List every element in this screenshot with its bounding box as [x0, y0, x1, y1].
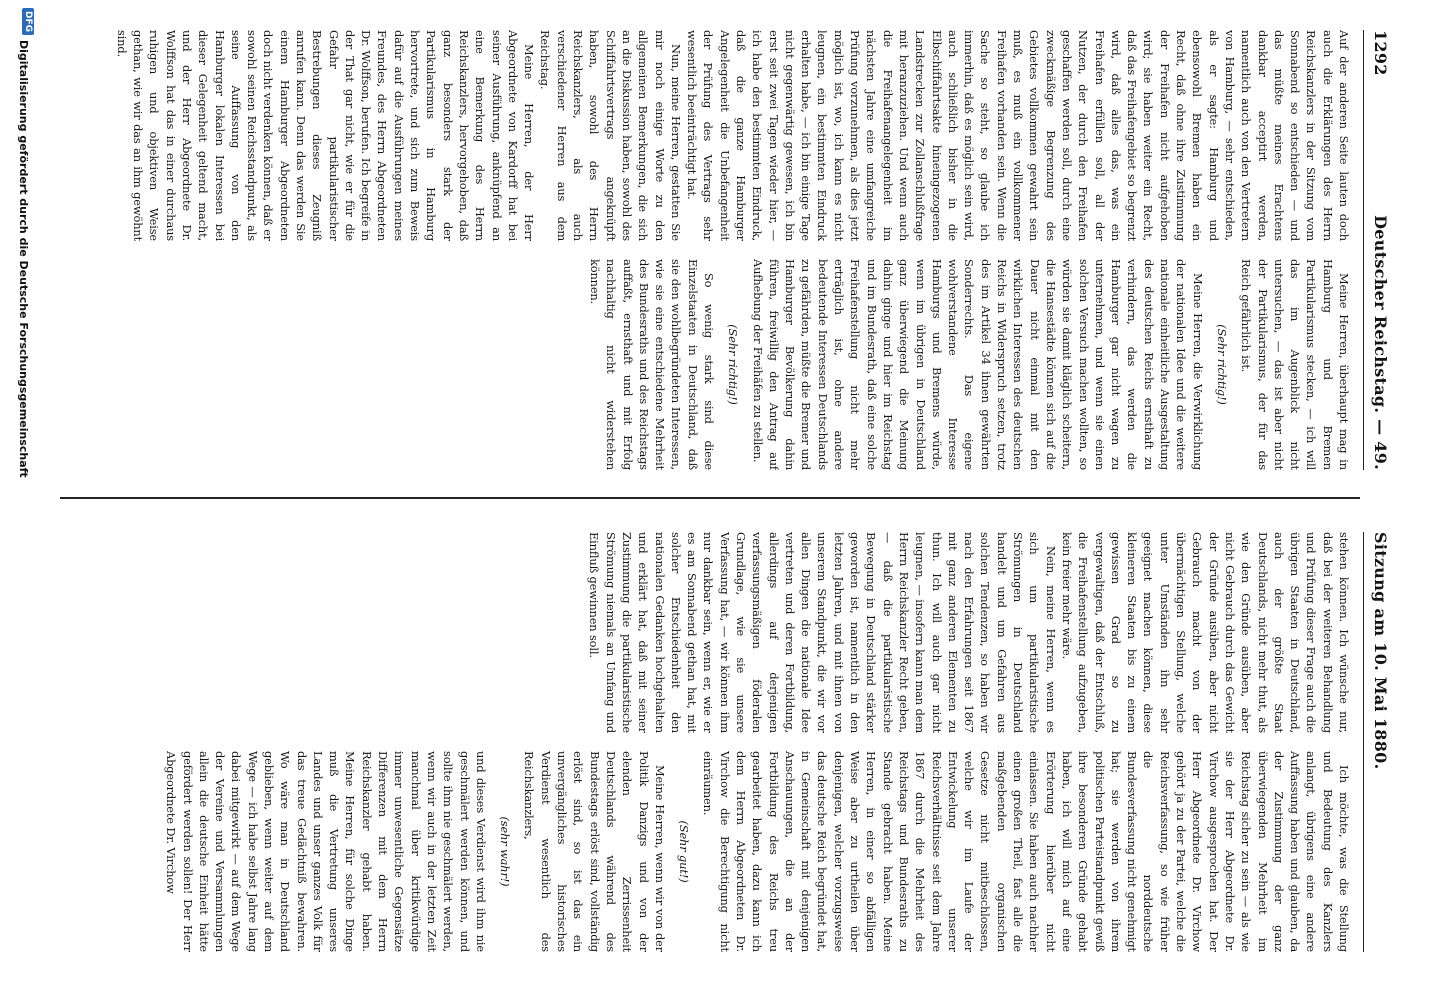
paragraph: stehen können. Ich wünsche nur, daß bei der weiteren Behandlung und Prüfung dieser Frage auch die übrigen Staaten in Deutschland, auch der größte Staat Deutschlands, nicht mehr thut, als wie den Gründe ausüben, aber nicht Gebrauch durch das Gewicht der Gründe ausüben, aber nicht Gebrauch macht von der übermächtigen Stellung, welche unter Umständen ihn sehr geeignet machen können, diese kleineren Staaten bis zu einem gewissen Grad so zu vergewaltigen, daß der Entschluß, die Freihafenstellung aufzugeben, kein freier mehr wäre.	[1059, 532, 1351, 733]
left-columns	[20, 30, 1352, 470]
left-running-title: Deutscher Reichstag. — 49.	[1371, 215, 1390, 470]
right-column-2	[20, 751, 1352, 952]
right-page	[0, 512, 1432, 982]
page-number: 1292	[1371, 30, 1390, 76]
paragraph: Meine Herren, wenn wir von der Politik Danzigs und von der elenden Zerrissenheit Deutschlands während des Bundestags erlöst sind, vollständig erlöst sind, so ist das ein unvergängliches historisches Verdienst wesentlich des Reichskanzlers,	[522, 751, 667, 952]
left-column-1	[20, 30, 1352, 241]
right-running-title: Sitzung am 10. Mai 1880.	[1371, 532, 1390, 770]
left-column-2	[20, 259, 1352, 470]
right-column-1	[20, 532, 1352, 733]
digitization-credit: Digitalisierung gefördert durch die Deutsche Forschungsgemeinschaft	[17, 40, 30, 478]
interjection: (sehr wahr!)	[498, 816, 513, 887]
interjection: (Sehr richtig!)	[726, 324, 741, 405]
center-divider	[60, 497, 1360, 499]
dfg-logo-badge: DFG	[22, 8, 34, 35]
interjection: (Sehr gut!)	[677, 820, 692, 883]
right-running-head	[1368, 532, 1390, 952]
left-header-rule	[1363, 30, 1364, 470]
paragraph: Ich möchte, was die Stellung und Bedeutung des Kanzlers anlangt, übrigens eine andere Auffassung haben und glauben, da der Zustimmung der ganz überwiegenden Mehrheit im Reichstag sicher zu sein — als wie sie der Herr Abgeordnete Dr. Virchow ausgesprochen hat. Der Herr Abgeordnete Dr. Virchow gehört ja zu der Partei, welche die Reichsverfassung, so wie früher die norddeutsche Bundesverfassung nicht genehmigt hat; sie werden von ihrem politischen Parteistandpunkt gewiß ihre besonderen Gründe gehabt haben, ich will mich auf eine Erörterung hierüber nicht einlassen. Sie haben auch nachher einen großen Theil, fast alle die maßgebenden organischen Gesetze nicht mitbeschlossen, welche wir im Laufe der Entwickelung unserer Reichsverhältnisse seit dem Jahre 1867 durch die Mehrheit des Reichstags und Bundesraths zu Stande gebracht haben. Meine Herren, in einer so abfälligen Weise aber zu urtheilen über denjenigen, welcher vorzugsweise das deutsche Reich begründet hat, in Gemeinschaft mit denjenigen Anschauungen, die an der Fortbildung des Reichs treu gearbeitet haben, dazu kann ich dem Herrn Abgeordneten Dr. Virchow die Berechtigung nicht einräumen.	[701, 751, 1351, 952]
paragraph: Meine Herren, die Verwirklichung der nationalen Idee und die weitere nationale einheitliche Ausgestaltung des deutschen Reichs ernsthaft zu verhindern, das werden die Hamburger gar nicht wagen zu unternehmen, und wenn sie einen solchen Versuch machen wollten, so würden sie damit kläglich scheitern, die Hansestädte können sich auf die Dauer nicht einmal mit den wirklichen Interessen des deutschen Reichs in Widerspruch setzen, trotz des im Artikel 34 ihnen gewährten Sonderrechts. Das eigene wohlverstandene Interesse Hamburgs und Bremens würde, wenn im übrigen in Deutschland ganz überwiegend die Meinung dahin ginge und hier im Reichstag und im Bundesrath, daß eine solche Freihafenstellung nicht mehr erträglich ist, ohne andere bedeutende Interessen Deutschlands zu gefährden, müßte die Bremer und Hamburger Bevölkerung dahin führen, freiwillig den Antrag auf Aufhebung der Freihäfen zu stellen.	[750, 259, 1205, 470]
paragraph: Nein, meine Herren, wenn es sich um partikularistische Strömungen in Deutschland handelt und um Gefahren aus solchen Tendenzen, so haben wir nach den Erfahrungen seit 1867 mit ganz anderen Elementen zu thun. Ich will auch gar nicht leugnen, — insofern kann man dem Herrn Reichskanzler Recht geben, — daß die partikularistische Bewegung in Deutschland stärker geworden ist, namentlich in den letzten Jahren, und mit ihnen von unserem Standpunkt, die wir vor allen Dingen die nationale Idee vertreten und deren Fortbildung, allerdings auf derjenigen verfassungsmäßigen föderalen Grundlage, wie sie unsere Verfassung hat, — wir können ihm nur dankbar sein, wenn er, wie er es am Sonnabend gethan hat, mit solcher Entschiedenheit den nationalen Gedanken hochgehalten und erklärt hat, daß mit seiner Zustimmung die partikularistische Strömung niemals an Umfang und Einfluß gewinnen soll.	[587, 532, 1058, 733]
paragraph: Nun, meine Herren, gestatten Sie mir noch einige Worte zu den allgemeinen Bemerkungen, die sich an die Diskussion haben, sowohl des Schiffahrtsvertrags angeknüpft haben, sowohl des Herrn Reichskanzlers, als auch verschiedener Herren aus dem Reichstag.	[538, 30, 683, 241]
paragraph: Meine Herren, überhaupt mag in Hamburg und Bremen Partikularismus stecken, — ich will das im Augenblick nicht untersuchen, — das ist aber nicht der Partikularismus, der für das Reich gefährlich ist.	[1239, 259, 1351, 470]
interjection: (Sehr richtig!)	[1214, 324, 1229, 405]
paragraph: Meine Herren, der Herr Abgeordnete von Kardorff hat bei seiner Ausführung, anknüpfend an eine Bemerkung des Herrn Reichskanzlers, hervorgehoben, daß ganz besonders stark der Partikularismus in Hamburg hervortrete, und sich zum Beweis dafür auf die Ausführungen meines Freundes, des Herrn Abgeordneten Dr. Wolffson, berufen. Ich begreife in der That gar nicht, wie er für die Gefahr partikularistischer Bestrebungen dieses Zeugniß anrufen kann. Denn das werden Sie einem Hamburger Abgeordneten doch nicht verdenken können, daß er sowohl seinen Reichsstandpunkt, als seine Auffassung von den Hamburger lokalen Interessen bei dieser Gelegenheit geltend macht, und der Herr Abgeordnete Dr. Wolffson hat das in einer durchaus ruhigen und objektiven Weise gethan, wie wir das an ihm gewöhnt sind.	[114, 30, 537, 241]
left-page	[0, 0, 1432, 490]
left-running-head	[1368, 30, 1390, 470]
paragraph: und dieses Verdienst wird ihm nie geschmälert werden können, und sollte ihm nie geschmälert werden, wenn wir auch in der letzten Zeit manchmal über kritikwürdige immer unwesentliche Gegensätze Differenzen mit dem Herrn Reichskanzler gehabt haben. Meine Herren, für solche Dinge muß die Vertretung unseres Landes und unser ganzes Volk für das treue Gedächtniß bewahren. Wo wäre man in Deutschland geblieben, wenn weiter auf dem Wege — ich habe selbst Jahre lang dabei mitgewirkt — auf dem Wege der Vereine und Versammlungen allein die deutsche Einheit hätte gefördert werden sollen! Der Herr Abgeordnete Dr. Virchow	[164, 751, 488, 952]
paragraph: So wenig stark sind diese Einzelstaaten in Deutschland, daß sie den wohlbegründeten Interessen, wie sie eine entschiedene Mehrheit des Bundesraths und des Reichstags auffaßt, ernsthaft und mit Erfolg nachhaltig nicht widerstehen können.	[587, 259, 717, 470]
paragraph: Auf der anderen Seite lauten doch auch die Erklärungen des Herrn Reichskanzlers in der Sitzung vom Sonnabend so entschieden — und das müßte meines Erachtens dankbar acceptirt werden, namentlich auch von den Vertretern von Hamburg, — sehr entschieden, als er sagte: Hamburg und ebensowohl Bremen haben ein Recht, daß ohne ihre Zustimmung der Freihafen nicht aufgehoben wird; sie haben weiter ein Recht, daß das Freihafengebiet so begrenzt wird, daß alles das, was ein Freihafen erfüllen soll, all der Nutzen, der durch den Freihafen geschaffen werden soll, durch eine zweckmäßige Begrenzung des Gebietes vollkommen gewahrt sein muß, es muß ein vollkommener Freihafen vorhanden sein. Wenn die Sache so steht, so glaube ich immerhin, daß es möglich sein wird, auch schließlich bisher in die Elbschiffahrtsakte hineingezogenen Landstrecken zur Zollanschlußfrage mit heranzuziehen. Und wenn auch die Freihafenangelegenheit im nächsten Jahre eine umfangreiche Prüfung vorzunehmen, als dies jetzt möglich ist, wo, ich kann es nicht leugnen, ein bestimmten Eindruck erhalten habe, — ich bin einige Tage nicht gegenwärtig gewesen, ich bin erst seit zwei Tagen wieder hier, — ich habe den bestimmten Eindruck, daß die ganze Hamburger Angelegenheit die Unbefangenheit der Prüfung des Vertrags sehr wesentlich beeinträchtigt hat.	[685, 30, 1351, 241]
right-columns	[20, 532, 1352, 952]
right-header-rule	[1363, 532, 1364, 952]
